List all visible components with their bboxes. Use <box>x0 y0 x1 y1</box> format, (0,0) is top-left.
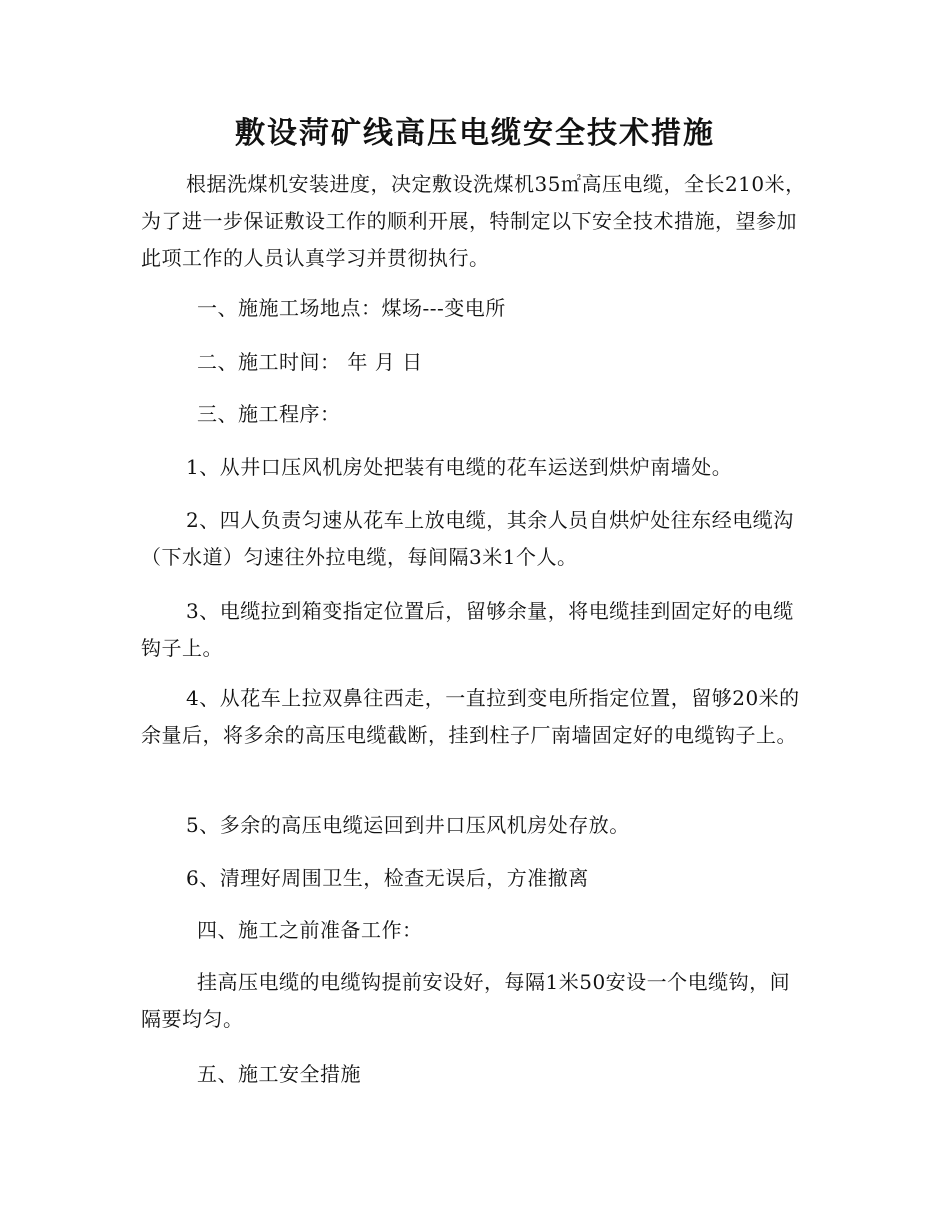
section-location: 一、施施工场地点：煤场---变电所 <box>197 296 506 320</box>
document-title: 敷设菏矿线高压电缆安全技术措施 <box>235 116 715 151</box>
step-6: 6、清理好周围卫生，检查无误后，方准撤离 <box>186 866 589 890</box>
step-2: 2、四人负责匀速从花车上放电缆，其余人员自烘炉处往东经电缆沟（下水道）匀速往外拉电缆，每间隔3米1个人。 <box>141 508 794 569</box>
preparation-paragraph: 挂高压电缆的电缆钩提前安设好，每隔1米50安设一个电缆钩，间隔要均匀。 <box>141 970 791 1031</box>
section-preparation: 四、施工之前准备工作： <box>197 918 423 942</box>
step-3: 3、电缆拉到箱变指定位置后，留够余量，将电缆挂到固定好的电缆钩子上。 <box>141 599 794 660</box>
intro-paragraph: 根据洗煤机安装进度，决定敷设洗煤机35㎡高压电缆，全长210米，为了进一步保证敷设工作的顺利开展，特制定以下安全技术措施，望参加此项工作的人员认真学习并贯彻执行。 <box>141 172 806 270</box>
section-procedure: 三、施工程序： <box>197 402 341 426</box>
section-safety: 五、施工安全措施 <box>197 1062 361 1086</box>
section-time: 二、施工时间： 年 月 日 <box>197 350 423 374</box>
step-1: 1、从井口压风机房处把装有电缆的花车运送到烘炉南墙处。 <box>186 455 733 479</box>
step-4: 4、从花车上拉双鼻往西走，一直拉到变电所指定位置，留够20米的余量后，将多余的高压电缆截断，挂到柱子厂南墙固定好的电缆钩子上。 <box>141 686 800 747</box>
step-5: 5、多余的高压电缆运回到井口压风机房处存放。 <box>186 813 630 837</box>
